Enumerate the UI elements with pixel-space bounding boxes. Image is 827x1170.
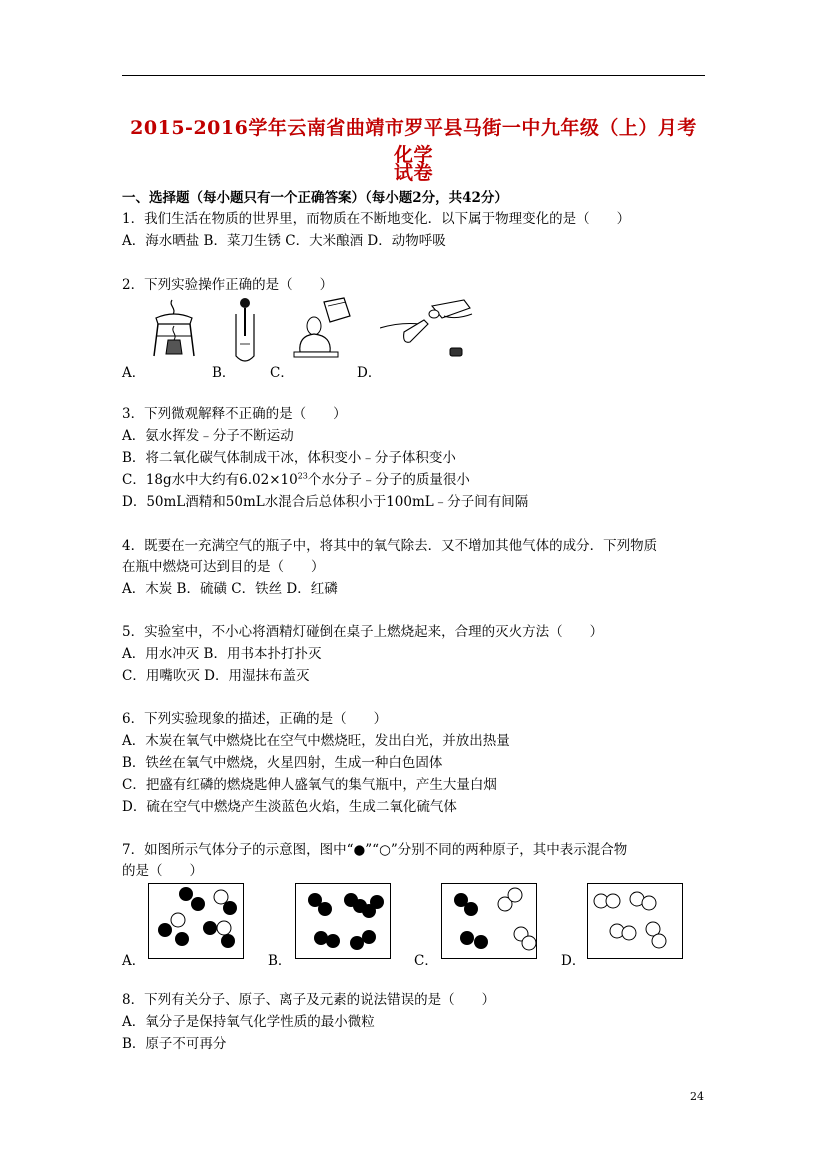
q2-label-a: A． xyxy=(122,365,146,381)
question-3-option-b: B．将二氧化碳气体制成干冰，体积变小﹣分子体积变小 xyxy=(122,450,456,466)
page-number: 24 xyxy=(690,1090,704,1103)
question-8-stem: 8．下列有关分子、原子、离子及元素的说法错误的是（ ） xyxy=(122,992,496,1008)
question-7-stem-line1: 7．如图所示气体分子的示意图，图中“●”“○”分别不同的两种原子，其中表示混合物 xyxy=(122,842,628,858)
question-4-stem-line1: 4．既要在一充满空气的瓶子中，将其中的氧气除去．又不增加其他气体的成分．下列物质 xyxy=(122,538,658,554)
q7-label-d: D． xyxy=(561,953,586,969)
question-8-option-b: B．原子不可再分 xyxy=(122,1036,227,1052)
question-8-option-a: A．氧分子是保持氧气化学性质的最小微粒 xyxy=(122,1014,375,1030)
molecule-box-a xyxy=(148,883,244,959)
question-6-option-a: A．木炭在氧气中燃烧比在空气中燃烧旺，发出白光，并放出热量 xyxy=(122,733,510,749)
section-heading: 一、选择题（每小题只有一个正确答案）（每小题2分，共42分） xyxy=(122,190,508,206)
question-6-option-b: B．铁丝在氧气中燃烧，火星四射，生成一种白色固体 xyxy=(122,755,443,771)
question-3-option-d: D．50mL酒精和50mL水混合后总体积小于100mL﹣分子间有间隔 xyxy=(122,494,529,510)
question-2-stem: 2．下列实验操作正确的是（ ） xyxy=(122,277,334,293)
question-3-option-c: C．18g水中大约有$6.02\times 10^{23}$个水分子﹣分子的质量很小 xyxy=(122,471,470,488)
q7-label-c: C． xyxy=(414,953,438,969)
question-3-stem: 3．下列微观解释不正确的是（ ） xyxy=(122,406,347,422)
q2-label-c: C． xyxy=(270,365,294,381)
header-rule xyxy=(122,75,705,76)
question-5-options-cd: C．用嘴吹灭 D．用湿抹布盖灭 xyxy=(122,668,310,684)
exam-title-line1: 2015-2016学年云南省曲靖市罗平县马街一中九年级（上）月考化学 xyxy=(130,117,697,166)
dropper-into-test-tube-figure xyxy=(230,296,260,366)
q2-label-b: B． xyxy=(212,365,236,381)
question-6-option-c: C．把盛有红磷的燃烧匙伸人盛氧气的集气瓶中，产生大量白烟 xyxy=(122,777,497,793)
alcohol-lamp-heating-figure xyxy=(150,296,198,360)
question-5-options-ab: A．用水冲灭 B．用书本扑打扑灭 xyxy=(122,646,322,662)
molecule-box-b xyxy=(295,883,391,959)
question-6-option-d: D．硫在空气中燃烧产生淡蓝色火焰，生成二氧化硫气体 xyxy=(122,799,457,815)
exam-title-line2: 试卷 xyxy=(393,162,433,184)
question-6-stem: 6．下列实验现象的描述，正确的是（ ） xyxy=(122,711,388,727)
question-5-stem: 5．实验室中，不小心将酒精灯碰倒在桌子上燃烧起来，合理的灭火方法（ ） xyxy=(122,624,604,640)
question-7-stem-line2: 的是（ ） xyxy=(122,863,203,879)
question-4-stem-line2: 在瓶中燃烧可达到目的是（ ） xyxy=(122,559,325,575)
pouring-liquid-figure xyxy=(380,294,476,362)
question-3-option-a: A．氨水挥发﹣分子不断运动 xyxy=(122,428,294,444)
lighting-lamp-with-lamp-figure xyxy=(290,296,354,362)
q2-label-d: D． xyxy=(357,365,382,381)
question-1-stem: 1．我们生活在物质的世界里，而物质在不断地变化．以下属于物理变化的是（ ） xyxy=(122,211,631,227)
question-4-options: A．木炭 B．硫磺 C．铁丝 D．红磷 xyxy=(122,581,338,597)
q7-label-b: B． xyxy=(268,953,292,969)
question-1-options: A．海水晒盐 B．菜刀生锈 C．大米酿酒 D．动物呼吸 xyxy=(122,233,446,249)
molecule-box-d xyxy=(587,883,683,959)
q7-label-a: A． xyxy=(122,953,146,969)
molecule-box-c xyxy=(441,883,537,959)
